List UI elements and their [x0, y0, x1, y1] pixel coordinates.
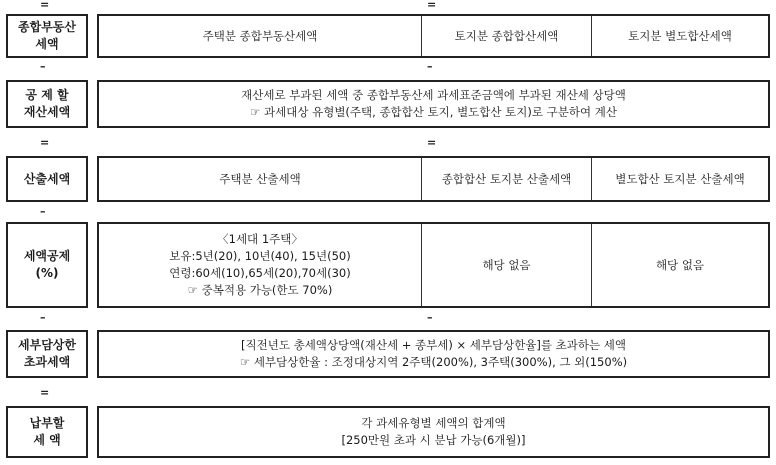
minus-operator: – [427, 60, 433, 73]
cell-housing-tax [99, 16, 422, 56]
cell-not-applicable [592, 224, 768, 306]
cell-text: 재산세로 부과된 세액 중 종합부동산세 과세표준금액에 부과된 재산세 상당액 [241, 88, 626, 102]
label-line: 초과세액 [23, 355, 71, 369]
cell-text: 〈1세대 1주택〉 [217, 232, 303, 246]
minus-operator: – [40, 60, 46, 73]
cell-land-separate-tax [592, 16, 768, 56]
row-label-deductible-property-tax [6, 80, 88, 128]
cell-text: ☞ 세부담상한율 : 조정대상지역 2주택(200%), 3주택(300%), 그 외(150%) [239, 355, 628, 369]
cell-land-combined-tax [422, 16, 592, 56]
cell-text: [직전년도 총세액상당액(재산세 + 종부세) × 세부담상한율]를 초과하는 세액 [241, 338, 626, 352]
cell-text: 토지분 종합합산세액 [454, 28, 559, 43]
cell-housing-calculated-tax [99, 158, 422, 200]
cell-text: 별도합산 토지분 산출세액 [615, 171, 745, 186]
minus-operator: – [40, 205, 46, 218]
cell-text: 주택분 종합부동산세액 [202, 28, 318, 43]
label-line: (%) [35, 266, 59, 280]
label-line: 세부담상한 [18, 338, 76, 352]
equals-operator: = [427, 136, 437, 149]
label-line: 공 제 할 [25, 88, 69, 102]
cell-text: 종합합산 토지분 산출세액 [441, 171, 572, 186]
label-line: 산출세액 [23, 171, 71, 186]
label-line: 세액 [35, 37, 59, 51]
cell-text: 해당 없음 [655, 257, 705, 272]
cell-text: 보유:5년(20), 10년(40), 15년(50) [169, 249, 351, 263]
label-line: 종합부동산 [18, 20, 76, 34]
label-line: 재산세액 [23, 105, 71, 119]
cell-excess-tax-description [99, 332, 768, 376]
cell-combined-land-calculated-tax [422, 158, 592, 200]
equals-operator: = [40, 0, 50, 11]
cell-text: 각 과세유형별 세액의 합계액 [361, 416, 506, 430]
label-line: 세 액 [33, 433, 61, 447]
cell-property-tax-description [99, 82, 768, 126]
label-line: 납부할 [29, 416, 65, 430]
row-4-panel [97, 222, 770, 308]
equals-operator: = [40, 136, 50, 149]
cell-text: 주택분 산출세액 [219, 171, 301, 186]
minus-operator: – [40, 311, 46, 324]
row-1-panel [97, 14, 770, 58]
row-label-excess-tax-burden [6, 330, 88, 378]
cell-text: ☞ 중복적용 가능(한도 70%) [187, 283, 333, 297]
cell-payable-tax-description [99, 408, 768, 456]
label-line: 세액공제 [23, 249, 71, 263]
row-label-calculated-tax [6, 156, 88, 202]
cell-text: 해당 없음 [482, 257, 531, 272]
row-label-payable-tax [6, 406, 88, 458]
minus-operator: – [427, 311, 433, 324]
row-3-panel [97, 156, 770, 202]
row-5-panel [97, 330, 770, 378]
row-label-tax-credit [6, 222, 88, 308]
row-label-comprehensive-tax [6, 14, 88, 58]
cell-not-applicable [422, 224, 592, 306]
equals-operator: = [40, 386, 50, 399]
equals-operator: = [427, 0, 437, 11]
cell-text: ☞ 과세대상 유형별(주택, 종합합산 토지, 별도합산 토지)로 구분하여 계산 [250, 105, 617, 119]
row-6-panel [97, 406, 770, 458]
cell-single-house-credit [99, 224, 422, 306]
row-2-panel [97, 80, 770, 128]
cell-separate-land-calculated-tax [592, 158, 768, 200]
cell-text: [250만원 초과 시 분납 가능(6개월)] [341, 433, 526, 447]
cell-text: 연령:60세(10),65세(20),70세(30) [169, 266, 351, 280]
cell-text: 토지분 별도합산세액 [628, 28, 732, 43]
